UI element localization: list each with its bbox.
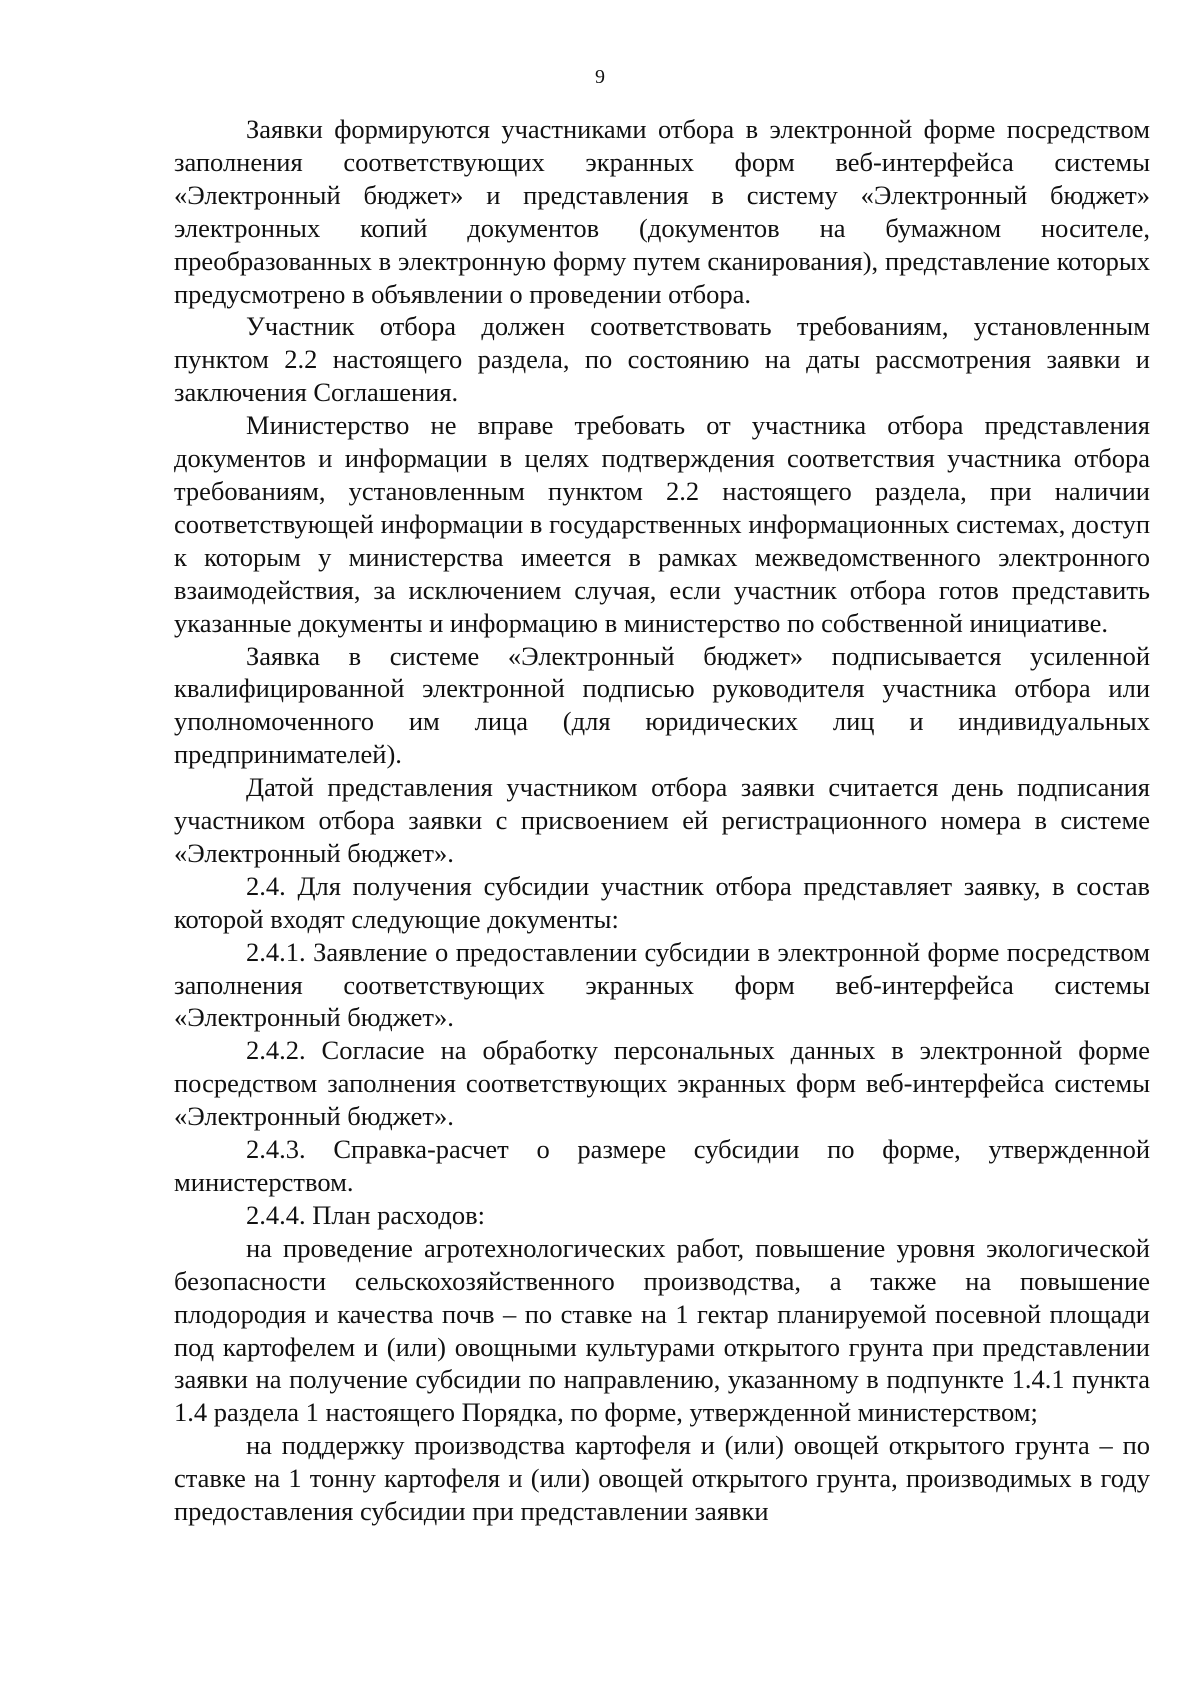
paragraph-application-signature: Заявка в системе «Электронный бюджет» подписывается усиленной квалифицированной электронной подписью руководителя участника отбора или уполномоченного им лица (для юридических лиц и индивидуальных предпринимателей). — [174, 640, 1150, 770]
paragraph-section-2-4-4: 2.4.4. План расходов: — [246, 1199, 485, 1230]
paragraph-ministry-restriction: Министерство не вправе требовать от участника отбора представления документов и информации в целях подтверждения соответствия участника отбора требованиям, установленным пунктом 2.2 настоящего раздела, при наличии соответствующей информации в государственных информационных системах, доступ к которым у министерства имеется в рамках межведомственного электронного взаимодействия, за исключением случая, если участник отбора готов представить указанные документы и информацию в министерство по собственной инициативе. — [174, 410, 1150, 638]
paragraph-section-2-4: 2.4. Для получения субсидии участник отбора представляет заявку, в состав которой входят следующие документы: — [174, 870, 1150, 934]
paragraph-section-2-4-2: 2.4.2. Согласие на обработку персональных данных в электронной форме посредством заполнения соответствующих экранных форм веб-интерфейса системы «Электронный бюджет». — [174, 1035, 1150, 1132]
paragraph-production-support: на поддержку производства картофеля и (или) овощей открытого грунта – по ставке на 1 тонну картофеля и (или) овощей открытого грунта, производимых в году предоставления субсидии при представлении заявки — [174, 1430, 1150, 1527]
paragraph-participant-requirements: Участник отбора должен соответствовать требованиям, установленным пунктом 2.2 настоящего раздела, по состоянию на даты рассмотрения заявки и заключения Соглашения. — [174, 311, 1150, 408]
document-body — [174, 113, 1150, 1528]
paragraph-applications-formation: Заявки формируются участниками отбора в электронной форме посредством заполнения соответствующих экранных форм веб-интерфейса системы «Электронный бюджет» и представления в систему «Электронный бюджет» электронных копий документов (документов на бумажном носителе, преобразованных в электронную форму путем сканирования), представление которых предусмотрено в объявлении о проведении отбора. — [174, 114, 1150, 309]
page-number: 9 — [595, 66, 605, 88]
paragraph-section-2-4-1: 2.4.1. Заявление о предоставлении субсидии в электронной форме посредством заполнения соответствующих экранных форм веб-интерфейса системы «Электронный бюджет». — [174, 936, 1150, 1033]
paragraph-agrotech-expenses: на проведение агротехнологических работ, повышение уровня экологической безопасности сельскохозяйственного производства, а также на повышение плодородия и качества почв – по ставке на 1 гектар планируемой посевной площади под картофелем и (или) овощными культурами открытого грунта при представлении заявки на получение субсидии по направлению, указанному в подпункте 1.4.1 пункта 1.4 раздела 1 настоящего Порядка, по форме, утвержденной министерством; — [174, 1232, 1150, 1428]
paragraph-section-2-4-3: 2.4.3. Справка-расчет о размере субсидии по форме, утвержденной министерством. — [174, 1134, 1150, 1197]
paragraph-submission-date: Датой представления участником отбора заявки считается день подписания участником отбора заявки с присвоением ей регистрационного номера в системе «Электронный бюджет». — [174, 772, 1150, 868]
